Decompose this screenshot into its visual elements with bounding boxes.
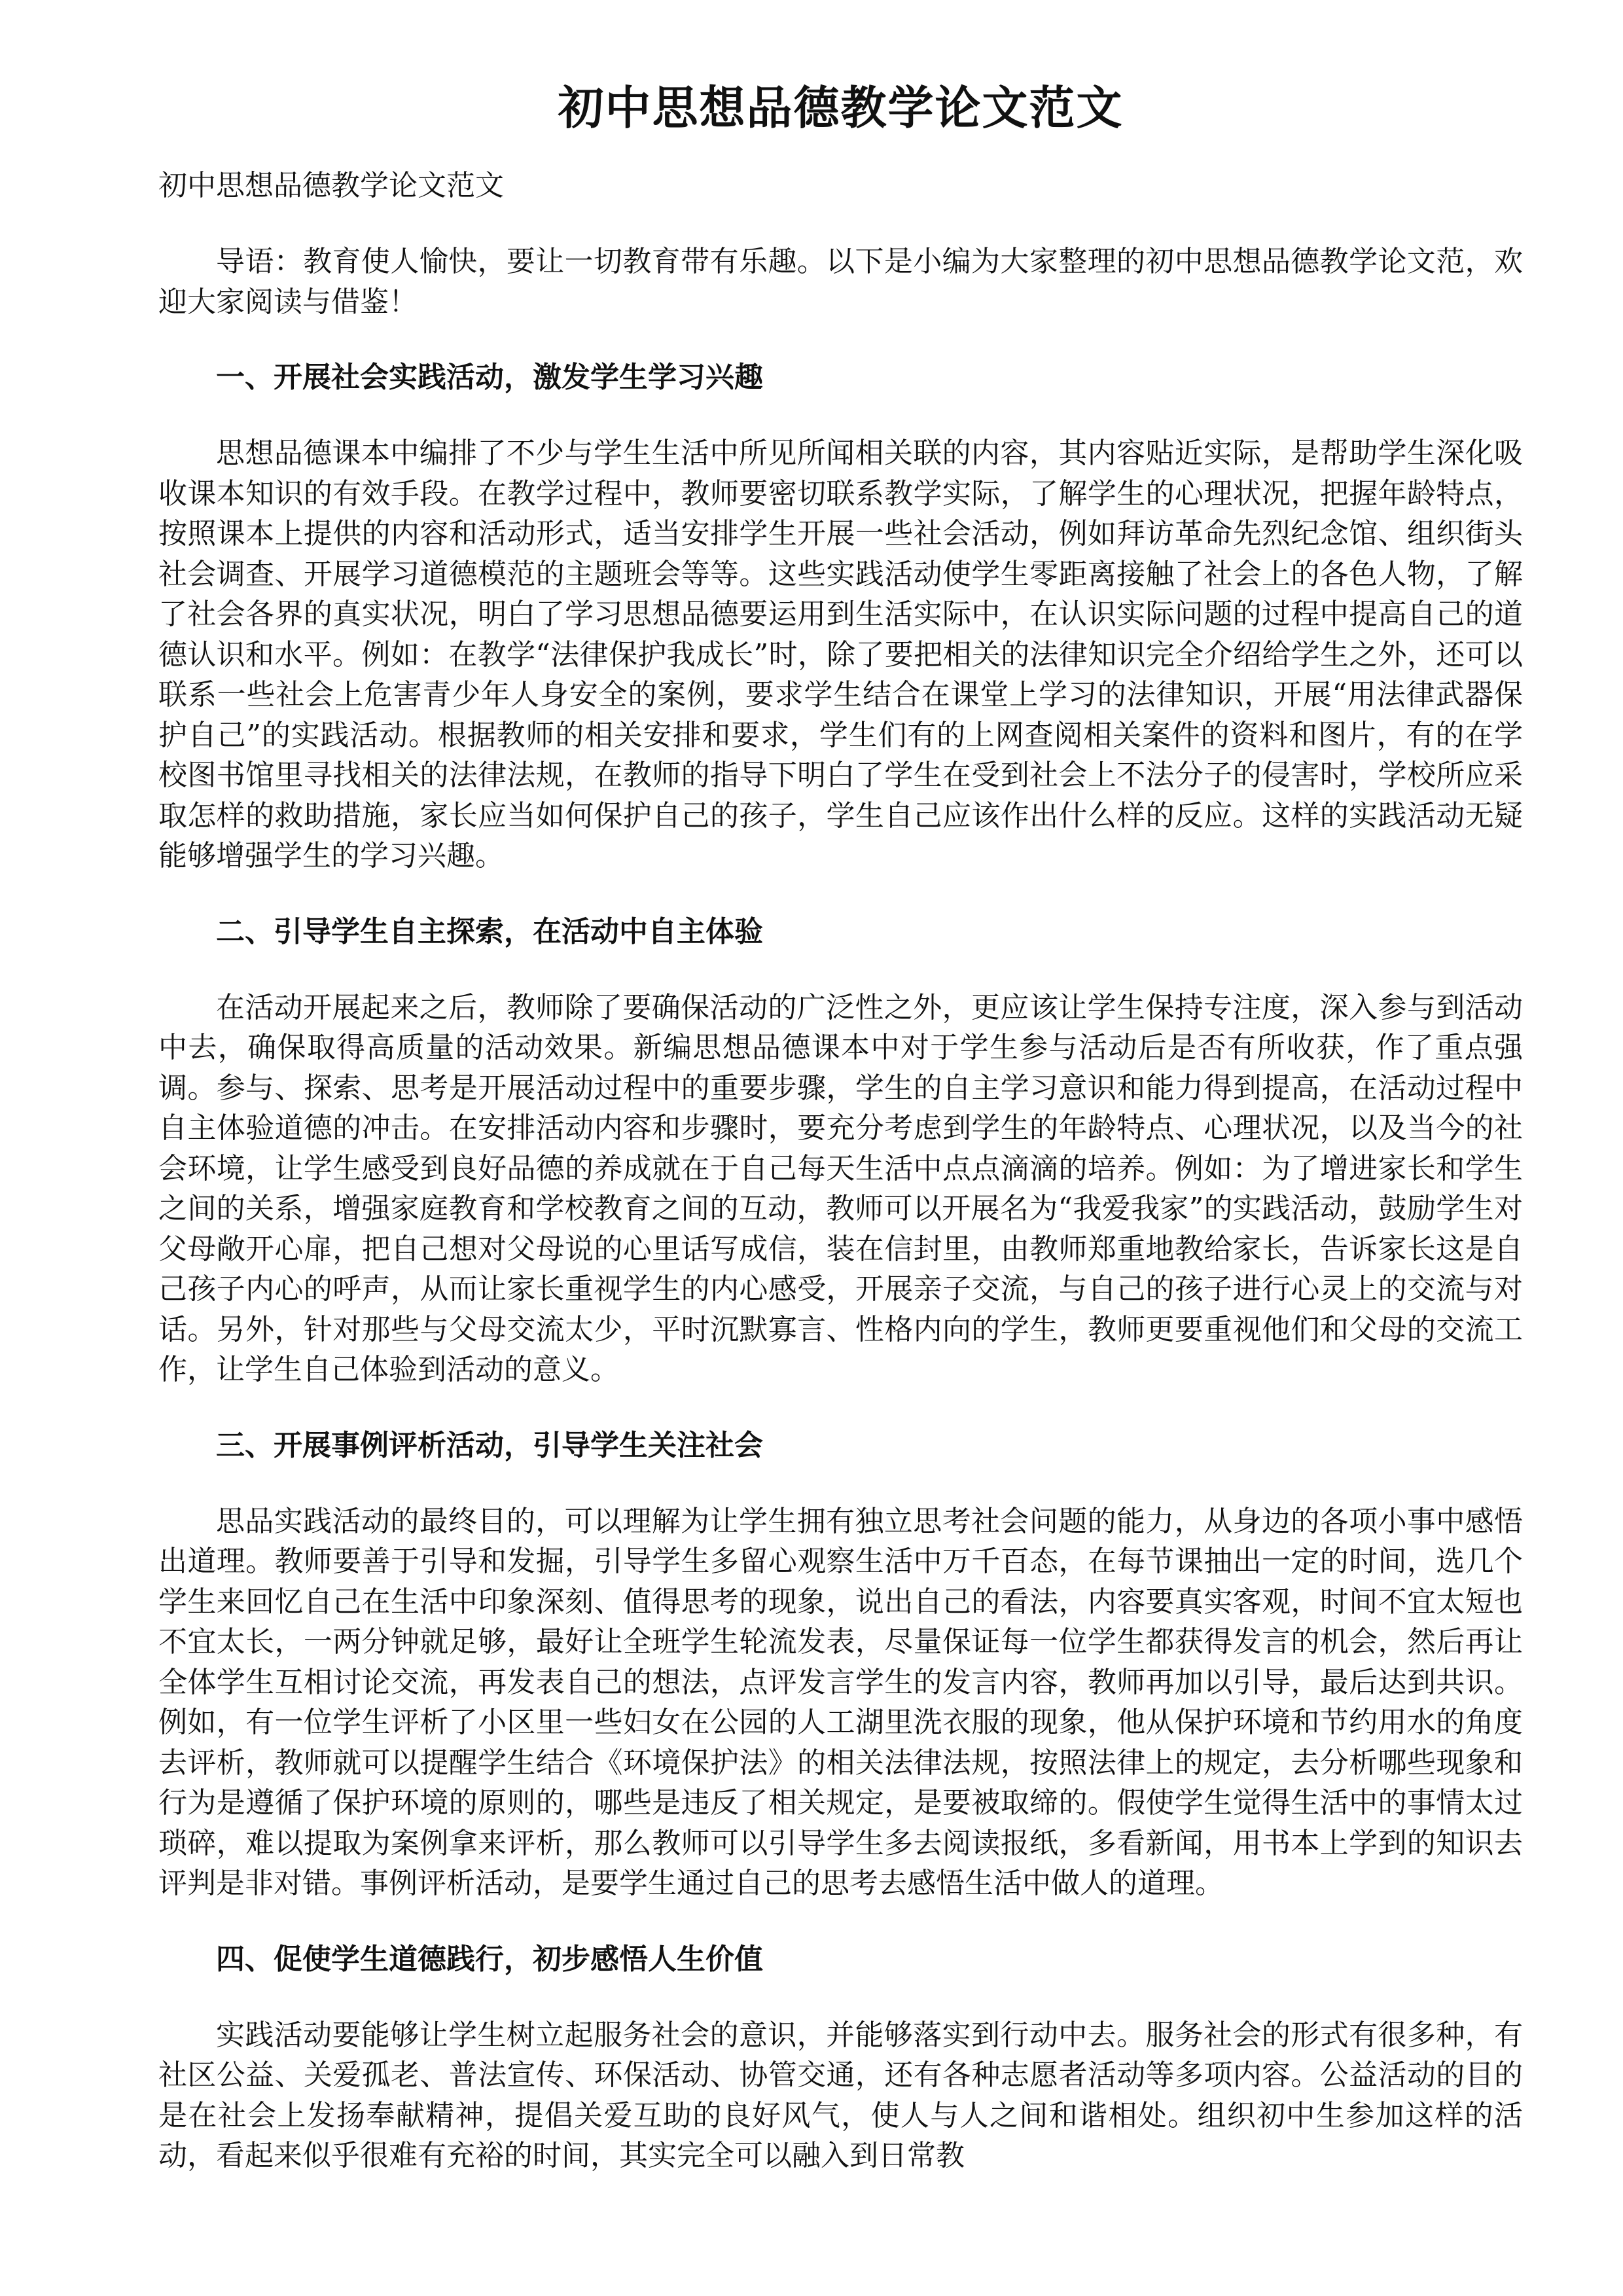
document-page	[158, 69, 1523, 2212]
section-body-4: 实践活动要能够让学生树立起服务社会的意识，并能够落实到行动中去。服务社会的形式有很多种，有社区公益、关爱孤老、普法宣传、环保活动、协管交通，还有各种志愿者活动等多项内容。公益活动的目的是在社会上发扬奉献精神，提倡关爱互助的良好风气，使人与人之间和谐相处。组织初中生参加这样的活动，看起来似乎很难有充裕的时间，其实完全可以融入到日常教	[158, 2018, 1523, 2172]
section-heading-1: 一、开展社会实践活动，激发学生学习兴趣	[216, 361, 763, 394]
intro-paragraph: 导语：教育使人愉快，要让一切教育带有乐趣。以下是小编为大家整理的初中思想品德教学论文范，欢迎大家阅读与借鉴！	[158, 245, 1523, 319]
section-heading-3: 三、开展事例评析活动，引导学生关注社会	[216, 1428, 763, 1462]
section-heading-2: 二、引导学生自主探索，在活动中自主体验	[216, 914, 763, 948]
document-title: 初中思想品德教学论文范文	[558, 81, 1124, 135]
document-subtitle: 初中思想品德教学论文范文	[158, 169, 504, 202]
section-heading-4: 四、促使学生道德践行，初步感悟人生价值	[216, 1942, 763, 1976]
section-body-1: 思想品德课本中编排了不少与学生生活中所见所闻相关联的内容，其内容贴近实际，是帮助学生深化吸收课本知识的有效手段。在教学过程中，教师要密切联系教学实际，了解学生的心理状况，把握年龄特点，按照课本上提供的内容和活动形式，适当安排学生开展一些社会活动，例如拜访革命先烈纪念馆、组织街头社会调查、开展学习道德模范的主题班会等等。这些实践活动使学生零距离接触了社会上的各色人物，了解了社会各界的真实状况，明白了学习思想品德要运用到生活实际中，在认识实际问题的过程中提高自己的道德认识和水平。例如：在教学“法律保护我成长”时，除了要把相关的法律知识完全介绍给学生之外，还可以联系一些社会上危害青少年人身安全的案例，要求学生结合在课堂上学习的法律知识，开展“用法律武器保护自己”的实践活动。根据教师的相关安排和要求，学生们有的上网查阅相关案件的资料和图片，有的在学校图书馆里寻找相关的法律法规，在教师的指导下明白了学生在受到社会上不法分子的侵害时，学校所应采取怎样的救助措施，家长应当如何保护自己的孩子，学生自己应该作出什么样的反应。这样的实践活动无疑能够增强学生的学习兴趣。	[158, 437, 1523, 872]
section-body-3: 思品实践活动的最终目的，可以理解为让学生拥有独立思考社会问题的能力，从身边的各项小事中感悟出道理。教师要善于引导和发掘，引导学生多留心观察生活中万千百态，在每节课抽出一定的时间，选几个学生来回忆自己在生活中印象深刻、值得思考的现象，说出自己的看法，内容要真实客观，时间不宜太短也不宜太长，一两分钟就足够，最好让全班学生轮流发表，尽量保证每一位学生都获得发言的机会，然后再让全体学生互相讨论交流，再发表自己的想法，点评发言学生的发言内容，教师再加以引导，最后达到共识。例如，有一位学生评析了小区里一些妇女在公园的人工湖里洗衣服的现象，他从保护环境和节约用水的角度去评析，教师就可以提醒学生结合《环境保护法》的相关法律法规，按照法律上的规定，去分析哪些现象和行为是遵循了保护环境的原则的，哪些是违反了相关规定，是要被取缔的。假使学生觉得生活中的事情太过琐碎，难以提取为案例拿来评析，那么教师可以引导学生多去阅读报纸，多看新闻，用书本上学到的知识去评判是非对错。事例评析活动，是要学生通过自己的思考去感悟生活中做人的道理。	[158, 1504, 1523, 1900]
section-body-2: 在活动开展起来之后，教师除了要确保活动的广泛性之外，更应该让学生保持专注度，深入参与到活动中去，确保取得高质量的活动效果。新编思想品德课本中对于学生参与活动后是否有所收获，作了重点强调。参与、探索、思考是开展活动过程中的重要步骤，学生的自主学习意识和能力得到提高，在活动过程中自主体验道德的冲击。在安排活动内容和步骤时，要充分考虑到学生的年龄特点、心理状况，以及当今的社会环境，让学生感受到良好品德的养成就在于自己每天生活中点点滴滴的培养。例如：为了增进家长和学生之间的关系，增强家庭教育和学校教育之间的互动，教师可以开展名为“我爱我家”的实践活动，鼓励学生对父母敞开心扉，把自己想对父母说的心里话写成信，装在信封里，由教师郑重地教给家长，告诉家长这是自己孩子内心的呼声，从而让家长重视学生的内心感受，开展亲子交流，与自己的孩子进行心灵上的交流与对话。另外，针对那些与父母交流太少，平时沉默寡言、性格内向的学生，教师更要重视他们和父母的交流工作，让学生自己体验到活动的意义。	[158, 990, 1523, 1386]
